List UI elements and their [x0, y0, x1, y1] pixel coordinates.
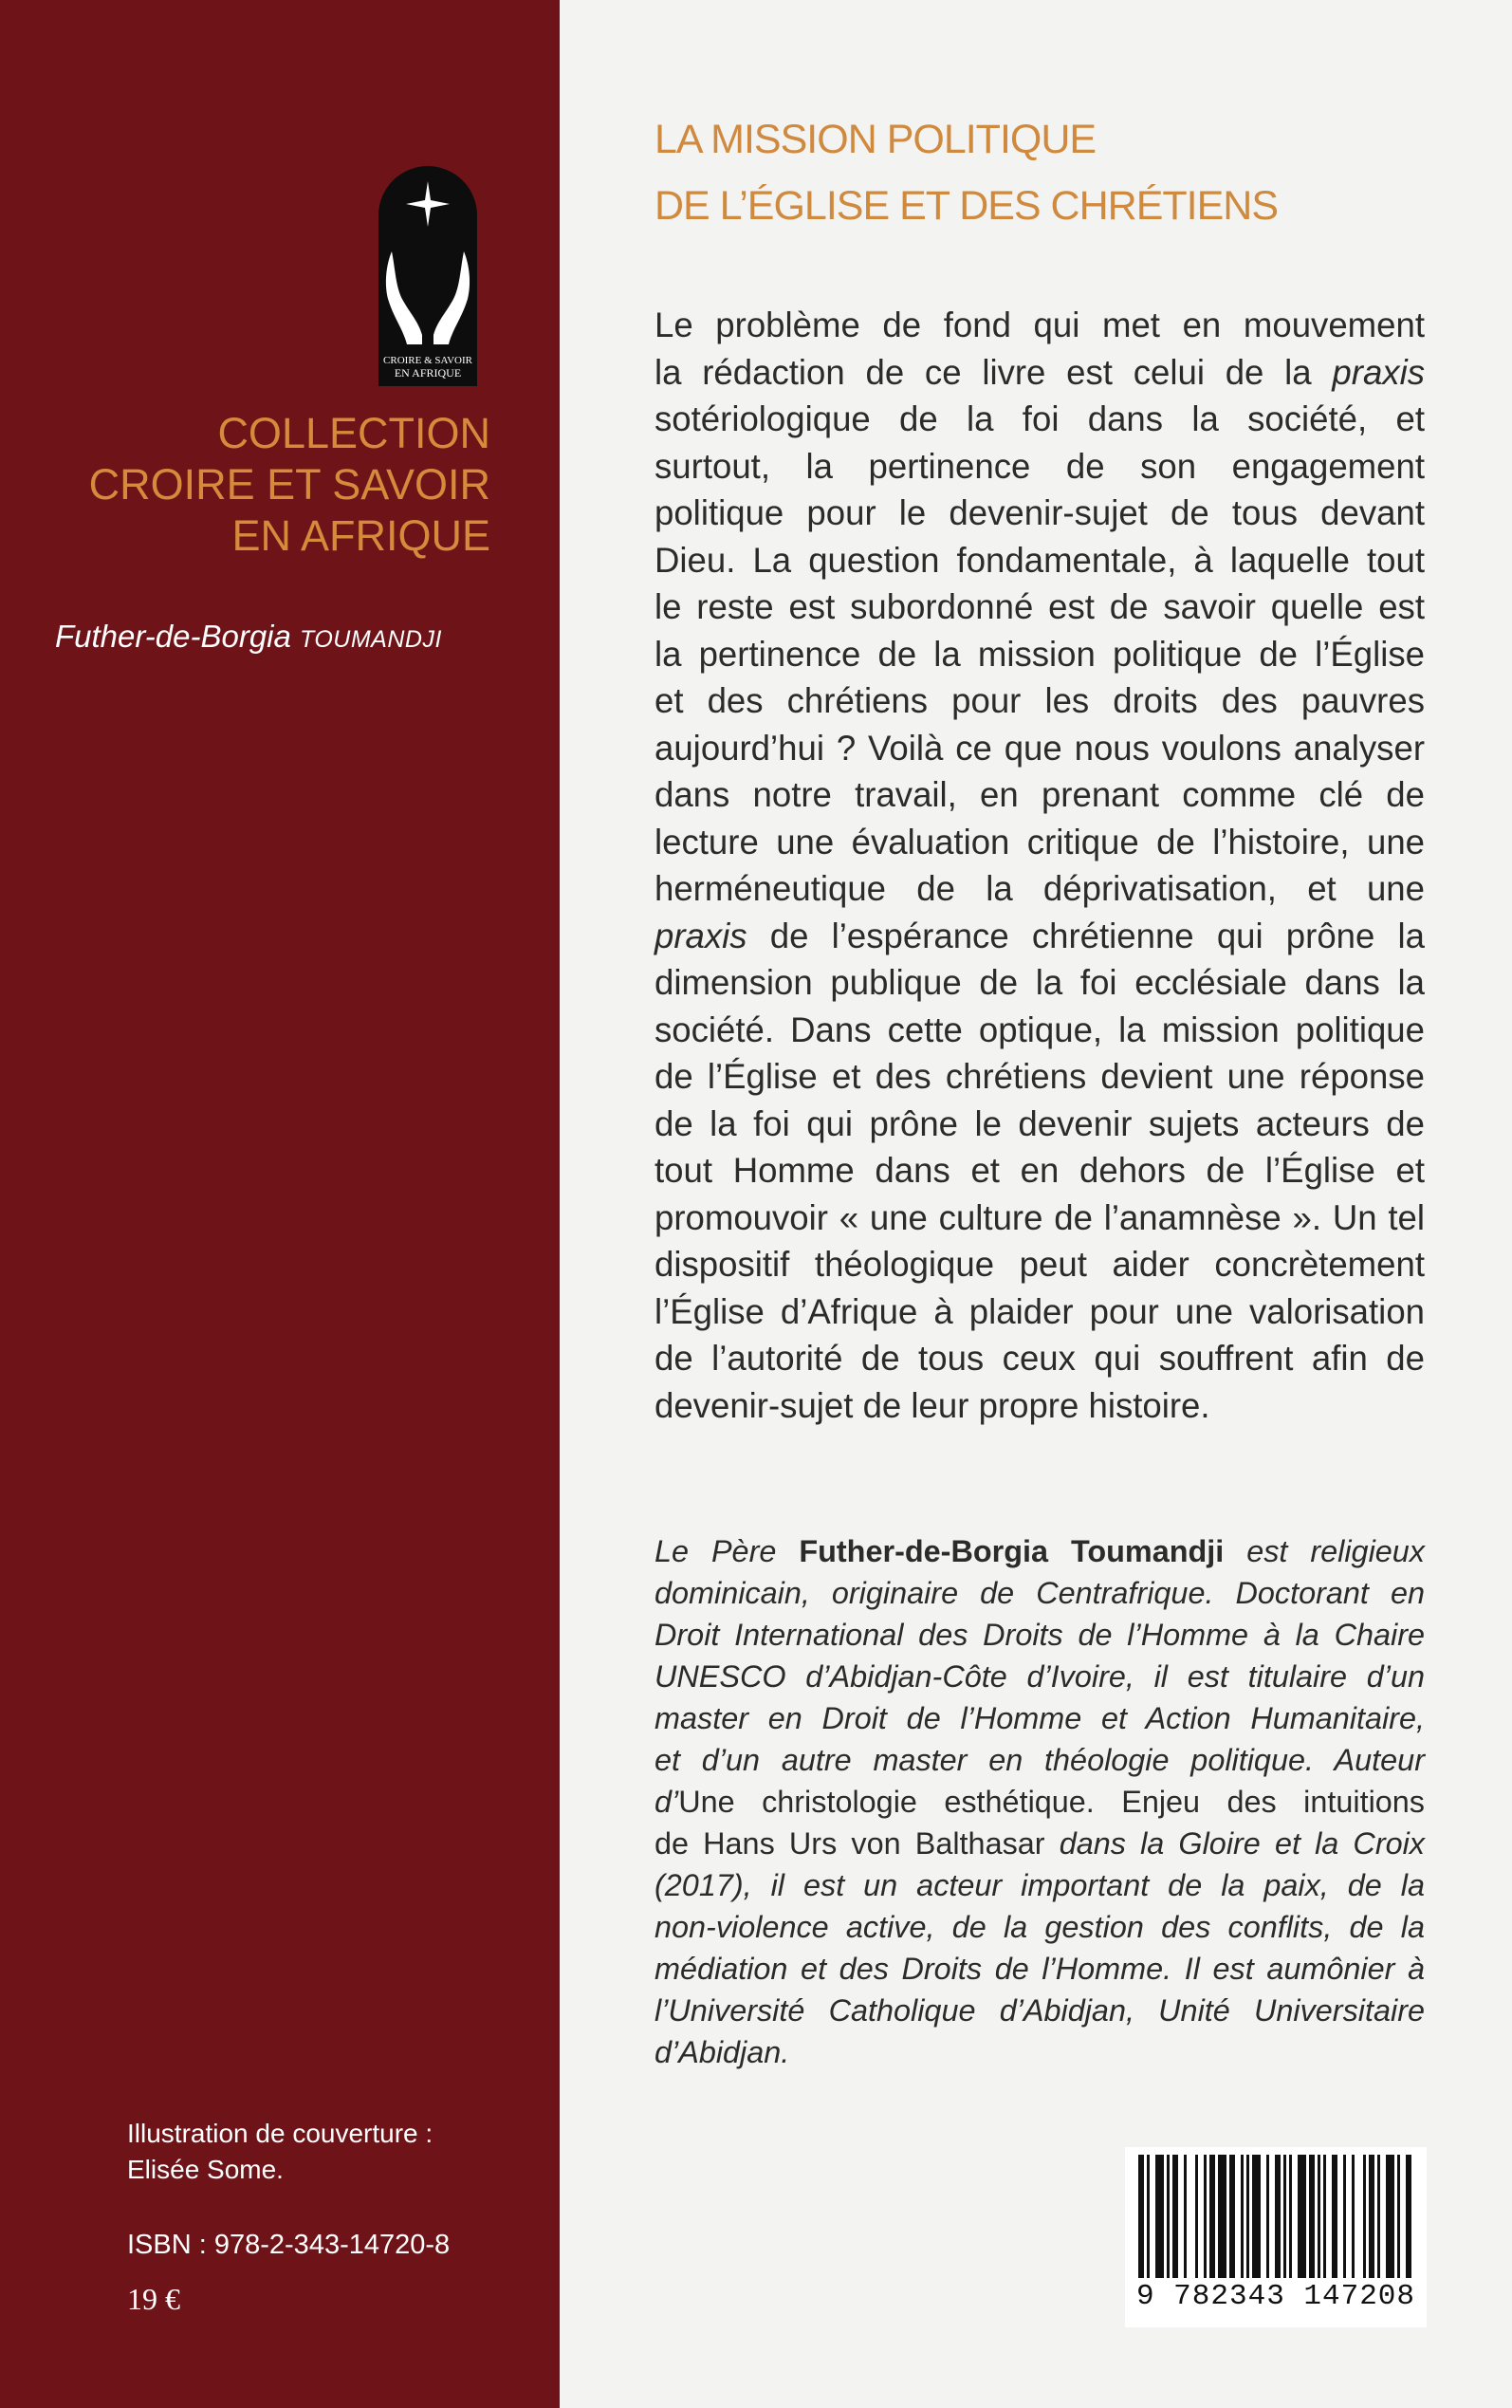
- barcode-bar: [1172, 2155, 1178, 2278]
- price-text: 19 €: [127, 2282, 180, 2316]
- author-given-name: Futher-de-Borgia: [55, 619, 291, 654]
- barcode-bars-icon: [1133, 2155, 1419, 2284]
- barcode-bar: [1397, 2155, 1400, 2278]
- barcode-bar: [1266, 2155, 1269, 2278]
- summary-line: herméneutique de la déprivatisation, et une: [655, 869, 1425, 908]
- summary-line: société. Dans cette optique, la mission politique: [655, 1010, 1425, 1049]
- barcode-bar: [1323, 2155, 1326, 2278]
- bio-line: l’Université Catholique d’Abidjan, Unité Universitaire: [655, 1993, 1425, 2028]
- collection-line: COLLECTION: [217, 409, 490, 457]
- bio-line: de Hans Urs von Balthasar dans la Gloire et la Croix: [655, 1826, 1426, 1861]
- bio-line: d’Une christologie esthétique. Enjeu des intuitions: [655, 1785, 1425, 1819]
- summary-line: politique pour le devenir-sujet de tous devant: [655, 493, 1425, 532]
- collection-line: CROIRE ET SAVOIR: [88, 460, 490, 509]
- summary-line: dispositif théologique peut aider concrètement: [655, 1245, 1425, 1284]
- barcode-bar: [1298, 2155, 1306, 2278]
- barcode-bar: [1289, 2155, 1292, 2278]
- summary-line: lecture une évaluation critique de l’histoire, une: [655, 822, 1425, 861]
- summary-line: praxis de l’espérance chrétienne qui prône la: [655, 916, 1425, 955]
- bio-line: d’Abidjan.: [655, 2035, 790, 2069]
- bio-line: et d’un autre master en théologie politique. Auteur: [655, 1743, 1425, 1777]
- isbn-text: ISBN : 978-2-343-14720-8: [127, 2230, 451, 2260]
- credits-line: Elisée Some.: [127, 2155, 284, 2184]
- bio-book-title: de Hans Urs von Balthasar: [655, 1826, 1045, 1861]
- summary-line: tout Homme dans et en dehors de l’Église et: [655, 1151, 1425, 1190]
- barcode-bar: [1184, 2155, 1187, 2278]
- barcode-bar: [1406, 2155, 1411, 2278]
- title-line: LA MISSION POLITIQUE: [655, 117, 1097, 162]
- summary-line: aujourd’hui ? Voilà ce que nous voulons analyser: [655, 728, 1425, 768]
- barcode-bar: [1241, 2155, 1244, 2278]
- cover-credits: [127, 2116, 433, 2188]
- barcode-bar: [1218, 2155, 1226, 2278]
- bio-line: dominicain, originaire de Centrafrique. Doctorant en: [655, 1576, 1425, 1610]
- summary-line: dimension publique de la foi ecclésiale dans la: [655, 963, 1425, 1002]
- title-line: DE L’ÉGLISE ET DES CHRÉTIENS: [655, 183, 1279, 229]
- book-title: [655, 106, 1278, 239]
- summary-line: devenir-sujet de leur propre histoire.: [655, 1385, 1210, 1425]
- summary-line: de l’autorité de tous ceux qui souffrent afin de: [655, 1339, 1425, 1378]
- barcode-bar: [1155, 2155, 1164, 2278]
- bio-line: Droit International des Droits de l’Homme à la Chaire: [655, 1618, 1425, 1652]
- collection-name: [16, 408, 490, 562]
- summary-line: Dieu. La question fondamentale, à laquelle tout: [655, 540, 1425, 580]
- barcode-bar: [1369, 2155, 1374, 2278]
- barcode-bar: [1252, 2155, 1261, 2278]
- barcode-bar: [1167, 2155, 1170, 2278]
- bio-line: (2017), il est un acteur important de la paix, de la: [655, 1868, 1425, 1902]
- barcode-bar: [1283, 2155, 1286, 2278]
- barcode-digits: 9 782343 147208: [1135, 2280, 1416, 2313]
- barcode-bar: [1209, 2155, 1215, 2278]
- summary-italic: praxis: [655, 916, 747, 955]
- barcode-bar: [1343, 2155, 1346, 2278]
- bio-line: Le Père Futher-de-Borgia Toumandji est religieux: [655, 1534, 1425, 1568]
- bio-line: non-violence active, de la gestion des conflits, de la: [655, 1910, 1425, 1944]
- summary-line: dans notre travail, en prenant comme clé de: [655, 775, 1425, 814]
- barcode-bar: [1377, 2155, 1380, 2278]
- logo-text-line1: CROIRE & SAVOIR: [383, 355, 472, 366]
- summary-line: l’Église d’Afrique à plaider pour une valorisation: [655, 1291, 1425, 1331]
- summary-line: de l’Église et des chrétiens devient une réponse: [655, 1057, 1425, 1096]
- barcode-bar: [1309, 2155, 1315, 2278]
- barcode-bar: [1246, 2155, 1249, 2278]
- summary-line: promouvoir « une culture de l’anamnèse ». Un tel: [655, 1197, 1425, 1237]
- bio-line: master en Droit de l’Homme et Action Humanitaire,: [655, 1701, 1425, 1735]
- barcode-bar: [1386, 2155, 1394, 2278]
- summary-italic: praxis: [1332, 352, 1425, 392]
- barcode-bar: [1147, 2155, 1150, 2278]
- summary-line: et des chrétiens pour les droits des pauvres: [655, 681, 1425, 720]
- barcode-bar: [1229, 2155, 1235, 2278]
- barcode-bar: [1204, 2155, 1207, 2278]
- summary-line: sotériologique de la foi dans la société, et: [655, 399, 1425, 438]
- summary-line: la pertinence de la mission politique de l’Église: [655, 634, 1425, 674]
- barcode-bar: [1332, 2155, 1337, 2278]
- barcode-bar: [1275, 2155, 1281, 2278]
- sidebar-panel: [0, 0, 560, 2408]
- author-bio: [655, 1530, 1425, 2073]
- collection-line: EN AFRIQUE: [231, 511, 490, 560]
- barcode-bar: [1363, 2155, 1366, 2278]
- summary-line: Le problème de fond qui met en mouvement: [655, 306, 1425, 344]
- bio-author-name: Futher-de-Borgia Toumandji: [799, 1534, 1225, 1568]
- barcode-bar: [1195, 2155, 1198, 2278]
- barcode-bar: [1352, 2155, 1355, 2278]
- logo-text-line2: EN AFRIQUE: [394, 366, 462, 380]
- summary-line: surtout, la pertinence de son engagement: [655, 446, 1425, 486]
- publisher-logo: [375, 166, 481, 386]
- barcode: [1125, 2147, 1427, 2327]
- bio-book-title: Une christologie esthétique. Enjeu des intuitions: [678, 1785, 1425, 1819]
- summary-text: [655, 302, 1425, 1429]
- author-name: [55, 619, 529, 655]
- summary-line: le reste est subordonné est de savoir quelle est: [655, 587, 1425, 626]
- barcode-bar: [1138, 2155, 1144, 2278]
- summary-line: de la foi qui prône le devenir sujets acteurs de: [655, 1103, 1425, 1143]
- summary-line: la rédaction de ce livre est celui de la praxis: [655, 352, 1425, 392]
- credits-line: Illustration de couverture :: [127, 2119, 433, 2148]
- barcode-bar: [1318, 2155, 1320, 2278]
- bio-line: médiation et des Droits de l’Homme. Il est aumônier à: [655, 1952, 1425, 1986]
- bio-line: UNESCO d’Abidjan-Côte d’Ivoire, il est titulaire d’un: [655, 1659, 1425, 1694]
- author-family-name: TOUMANDJI: [300, 626, 442, 653]
